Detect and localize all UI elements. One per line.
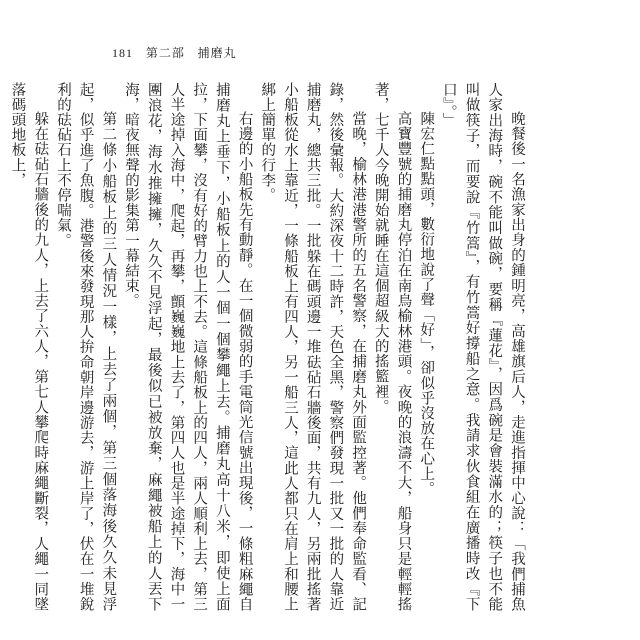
paragraph: 當晚，榆林港港警所的五名警察，在捕磨丸外面監控著。他們奉命監看、記錄，然後彙報。大約深夜十二時許，天色全黑，警察們發現一批又一批的人靠近捕磨丸，總共三批。一批躲在碼頭邊一堆砝砧石牆後面，共有九人，另兩批搖著小船板從水上靠近，一條船板上有四人，另一船三人，這此人都只在肩上和腰上綁上簡單的行李。 <box>259 82 367 612</box>
paragraph: 陳宏仁點點頭，數衍地說了聲「好」，卻似乎沒放在心上。 <box>418 111 435 497</box>
paragraph: 躲在砝砧石牆後的九人，上去了六人，第七人攀爬時麻繩斷裂，人繩一同墜落碼頭地板上， <box>9 82 49 612</box>
part-label: 第二部 <box>145 46 185 60</box>
paragraph: 高寶豐號的捕磨丸停泊在南鳥榆林港頭。夜晚的浪濤不大，船身只是輕輕搖著，七千人今晚開始就睡在這個超級大的搖籃裡。 <box>372 82 412 612</box>
page-number: 181 <box>112 46 133 60</box>
paragraph: 晚餐後一名漁家出身的鍾明亮，高雄旗后人，走進指揮中心說：「我們捕魚人家出海時，碗不能叫做碗，要稱『蓮花』，因爲碗是會裝滿水的；筷子也不能叫做筷子，而要說『竹篙』，有竹篙好撐船之意。我請求伙食組在廣播時改『下口』。」 <box>440 82 525 612</box>
paragraph: 右邊的小船板先有動靜。在一個微弱的手電筒光信號出現後，一條粗麻繩自捕磨丸上垂下，小船板上的人一個一個攀繩上去。捕磨丸高十八米，即使上面拉，下面攀，沒有好的臂力也上不去。這條船板上的四人，兩人順利上去，第三人半途掉入海中，爬起，再攀，顫巍巍地上去了，第四人也是半途掉下，海中一團浪花，海水推擁擁，久久不見浮起，最後似已被放棄，麻繩被船上的人丟下海，暗夜無聲的影集第一幕結束。 <box>123 82 253 612</box>
chapter-title: 捕磨丸 <box>197 46 237 60</box>
body-text <box>9 82 528 612</box>
running-header <box>112 44 245 61</box>
paragraph: 第二條小船板上的三人情況一樣，上去了兩個，第三個落海後久久未見浮起，似乎進了魚腹。港警後來發現那人拚命朝岸邊游去，游上岸了，伏在一堆銳利的砝砧石上不停喘氣。 <box>54 82 117 612</box>
